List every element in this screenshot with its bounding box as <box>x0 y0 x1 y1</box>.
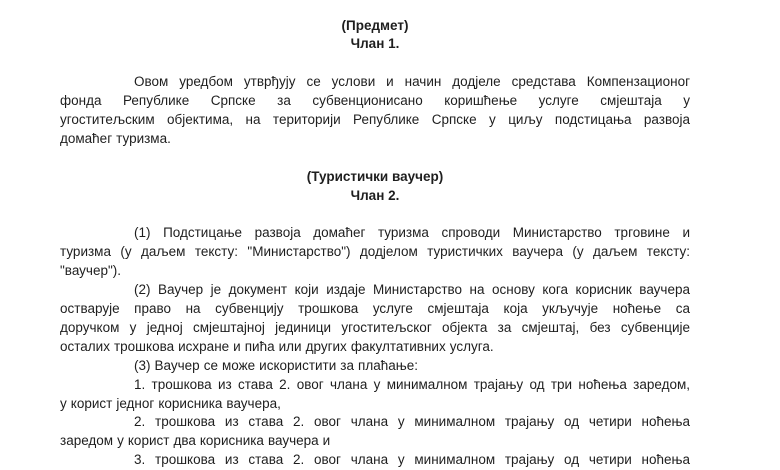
text-line: заредом у корист два корисника ваучера и <box>60 433 331 449</box>
paragraph <box>60 413 690 451</box>
text-line: у корист једног корисника ваучера, <box>60 395 281 411</box>
paragraph <box>60 376 690 414</box>
document-content <box>60 17 690 470</box>
text-line: угоститељским објектима, на територији Републике Српске у циљу подстицања развоја <box>60 112 690 128</box>
paragraph <box>60 451 690 470</box>
section-heading <box>60 168 690 206</box>
text-line: остварује право на субвенцију трошкова услуге смјештаја која укључује ноћење са <box>60 301 690 317</box>
text-line: (1) Подстицање развоја домаћег туризма спроводи Министарство трговине и <box>134 225 690 241</box>
text-line: "ваучер"). <box>60 263 122 279</box>
paragraph <box>60 73 690 149</box>
text-line: домаћег туризма. <box>60 130 171 146</box>
heading-line: Члан 2. <box>350 187 400 203</box>
section-heading <box>60 17 690 55</box>
heading-line: Члан 1. <box>350 36 400 52</box>
document-section <box>60 168 690 470</box>
text-line: 2. трошкова из става 2. овог члана у минималном трајању од четири ноћења <box>134 414 690 430</box>
document-section <box>60 17 690 149</box>
paragraph <box>60 281 690 357</box>
heading-line: (Туристички ваучер) <box>306 168 444 184</box>
text-line: туризма (у даљем тексту: "Министарство") додјелом туристичких ваучера (у даљем тексту: <box>60 244 690 260</box>
text-line: 3. трошкова из става 2. овог члана у минималном трајању од четири ноћења <box>134 452 690 468</box>
text-line: Овом уредбом утврђују се услови и начин додјеле средстава Компензационог <box>134 74 690 90</box>
text-line: фонда Републике Српске за субвенционисано коришћење услуге смјештаја у <box>60 93 690 109</box>
heading-line: (Предмет) <box>341 17 409 33</box>
text-line: доручком у једној смјештајној јединици угоститељског објекта за смјештај, без субвенције <box>60 319 690 335</box>
text-line: 1. трошкова из става 2. овог члана у минималном трајању од три ноћења заредом, <box>134 376 690 392</box>
text-line: осталих трошкова исхране и пића или других факултативних услуга. <box>60 338 494 354</box>
text-line: (3) Ваучер се може искористити за плаћање: <box>134 357 418 373</box>
paragraph <box>60 357 690 376</box>
text-line: (2) Ваучер је документ који издаје Министарство на основу кога корисник ваучера <box>134 282 690 298</box>
paragraph <box>60 224 690 281</box>
